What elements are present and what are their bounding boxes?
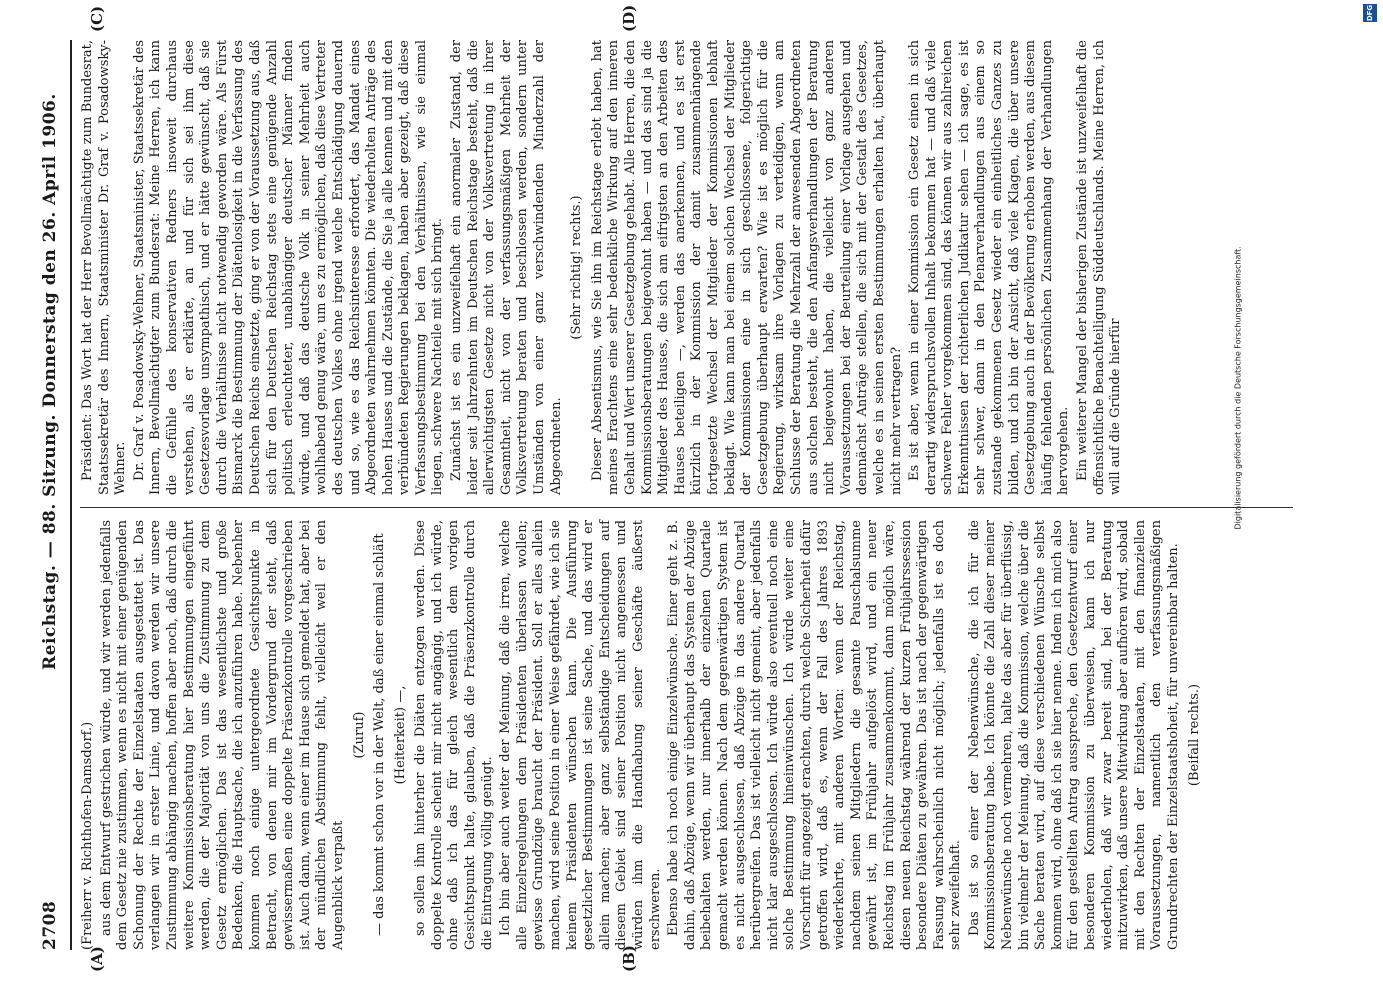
interjection: (Beifall rechts.) [1186,683,1202,787]
paragraph: Zunächst ist es ein unzweifelhaft ein anormaler Zustand, der leider seit Jahrzehnten im Deutschen Reichstage besteht, daß die allerwichtigsten Gesetze nicht von der Volksvertretung in ihrer Gesamtheit, nicht von der verfassungsmäßigen Mehrheit der Volksvertretung beraten und beschlossen werden, sondern unter Umständen von einer ganz verschwindenden Minderzahl der Abgeordneten. [449,40,564,495]
running-title: Reichstag. — 88. Sitzung. Donnerstag den 26. April 1906. [40,93,60,670]
interjection: (Heiterkeit) —, [392,685,408,785]
interjection: (Sehr richtig! rechts.) [569,195,585,340]
margin-marker-d: (D) [620,4,638,32]
paragraph: Ebenso habe ich noch einige Einzelwünsche. Einer geht z. B. dahin, daß Abzüge, wenn wir überhaupt das System der Abzüge beibehalten werden, nur innerhalb der einzelnen Quartale gemacht werden können. Nach dem gegenwärtigen System ist es nicht ausgeschlossen, daß Abzüge in das andere Quartal herübergreifen. Das ist vielleicht nicht gemeint, aber jedenfalls nicht klar ausgeschlossen. Ich würde also eventuell noch eine solche Bestimmung hineinwünschen. Ich würde weiter eine Vorschrift für angezeigt erachten, durch welche Sicherheit dafür getroffen wird, daß es, wenn der Fall des Jahres 1893 wiederkehrte, mit anderen Worten: wenn der Reichstag, nachdem seinen Mitgliedern die gesamte Pauschalsumme gewährt ist, im Frühjahr aufgelöst wird, und ein neuer Reichstag im Frühjahr zusammenkommt, dann möglich wäre, diesen neuen Reichstag während der kurzen Frühjahrssession besondere Diäten zu gewähren. Das ist nach der gegenwärtigen Fassung wahrscheinlich nicht möglich; jedenfalls ist es doch sehr zweifelhaft. [666,520,964,950]
margin-marker-b: (B) [620,945,638,972]
paragraph: Es ist aber, wenn in einer Kommission ein Gesetz einen in sich derartig widerspruchsvollen Inhalt bekommen hat — und daß viele schwere Fehler vorgekommen sind, das können wir aus zahlreichen Erkenntnissen der richterlichen Judikatur sehen — ich sage, es ist sehr schwer, dann in den Plenarverhandlungen aus einem so zustande gekommenen Gesetz wieder ein einheitliches Ganzes zu bilden, und ich bin der Ansicht, daß viele Klagen, die über unsere Gesetzgebung auch in der Bevölkerung erhoben werden, aus diesem häufig fehlenden persönlichen Zusammenhang der Verhandlungen hervorgehen. [907,40,1072,495]
paragraph: Ein weiterer Mangel der bisherigen Zustände ist unzweifelhaft die offensichtliche Benachteiligung Süddeutschlands. Meine Herren, ich will auf die Gründe hierfür [1075,40,1124,495]
page-number: 2708 [40,900,60,950]
paragraph: Ich bin aber auch weiter der Meinung, daß die irren, welche alle Einzelregelungen dem Präsidenten überlassen wollen; gewisse Grundzüge braucht der Präsident. Soll er alles allein machen, wird seine Position in einer Weise gefährdet, wie ich sie keinem Präsidenten wünschen kann. Die Ausführung gesetzlicher Bestimmungen ist seine Sache, und das wird er allein machen; aber ganz selbständige Entscheidungen auf diesem Gebiet sind seiner Position nicht angemessen und würden ihm die Handhabung seiner Geschäfte äußerst erschweren. [498,520,663,950]
paragraph: so sollen ihm hinterher die Diäten entzogen werden. Diese doppelte Kontrolle scheint mir nicht angängig, und ich würde, ohne daß ich das für gleich wesentlich dem vorigen Gesichtspunkt halte, glauben, daß die Präsenzkontrolle durch die Eintragung völlig genügt. [413,520,495,950]
paragraph: — das kommt schon vor in der Welt, daß einer einmal schläft [372,533,388,936]
header-rule [70,40,72,950]
paragraph: Dr. Graf v. Posadowsky-Wehner, Staatsminister, Staatssekretär des Innern, Bevollmächtigter zum Bundesrat: Meine Herren, ich kann die Gefühle des konservativen Redners insoweit durchaus verstehen, als er erklärte, an und für sich sei ihm diese Gesetzesvorlage unsympathisch, und er hätte gewünscht, daß sie durch die Verhältnisse nicht notwendig geworden wäre. Als Fürst Bismarck die Bestimmung der Diätenlosigkeit in die Verfassung des Deutschen Reichs einsetzte, ging er von der Voraussetzung aus, daß sich für den Deutschen Reichstag stets eine genügende Anzahl politisch erleuchteter, unabhängiger deutscher Männer finden würde, und daß das deutsche Volk in seiner Mehrheit auch wohlhabend genug wäre, um es zu ermöglichen, daß diese Vertreter des deutschen Volkes ohne irgend welche Entschädigung dauernd und so, wie es das Reichsinteresse erfordert, das Mandat eines Abgeordneten wahrnehmen könnten. Die wiederholten Anträge des hohen Hauses und die Zustände, die Sie ja alle kennen und mit den verbündeten Regierungen beklagen, haben aber gezeigt, daß diese Verfassungsbestimmung bei den Verhältnissen, wie sie einmal liegen, schwere Nachteile mit sich bringt. [131,40,446,495]
speaker-line: (Freiherr v. Richthofen-Damsdorf.) [80,721,95,950]
paragraph: Dieser Absentismus, wie Sie ihn im Reichstage erlebt haben, hat meines Erachtens eine sehr bedenkliche Wirkung auf den inneren Gehalt und Wert unserer Gesetzgebung gehabt. Alle Herren, die den Kommissionsberatungen beigewohnt haben — und das sind ja die Mitglieder des Hauses, die sich am eifrigsten an den Arbeiten des Hauses beteiligen —, werden das anerkennen, und es ist erst kürzlich in der Kommission der damit zusammenhängende fortgesetzte Wechsel der Mitglieder der Kommissionen lebhaft beklagt. Wie kann man bei einem solchen Wechsel der Mitglieder der Kommissionen eine in sich geschlossene, folgerichtige Gesetzgebung überhaupt erwarten? Wie ist es möglich für die Regierung, wirksam ihre Vorlagen zu verteidigen, wenn am Schlusse der Beratung die Mehrzahl der anwesenden Abgeordneten aus solchen besteht, die den Anfangsverhandlungen der Beratung nicht beigewohnt haben, die vielleicht von ganz anderen Voraussetzungen bei der Beurteilung einer Vorlage ausgehen und demnächst Anträge stellen, die sich mit der Gestalt des Gesetzes, welche es in seinen ersten Bestimmungen erhalten hat, überhaupt nicht mehr vertragen? [589,40,904,495]
paragraph: aus dem Entwurf gestrichen würde, und wir werden jedenfalls dem Gesetz nie zustimmen, wenn es nicht mit einer genügenden Schonung der Rechte der Einzelstaaten ausgestattet ist. Das verlangen wir in erster Linie, und davon werden wir unsere Zustimmung abhängig machen, hoffen aber noch, daß durch die weitere Kommissionsberatung hier Bestimmungen eingeführt werden, die der Majorität von uns die Zustimmung zu dem Gesetz ermöglichen. Das ist das wesentlichste und große Bedenken, die Hauptsache, die ich anzuführen habe. Nebenher kommen noch einige untergeordnete Gesichtspunkte in Betracht, von denen mir im Vordergrund der steht, daß gewissermaßen eine doppelte Präsenzkontrolle vorgeschrieben ist. Auch dann, wenn einer im Hause sich gemeldet hat, aber bei der mündlichen Abstimmung fehlt, vielleicht weil er den Augenblick verpaßt [98,520,346,950]
right-column [80,40,1293,495]
dfg-logo: DFG [1363,4,1377,22]
left-column [80,520,1293,950]
paragraph: Präsident: Das Wort hat der Herr Bevollmächtigte zum Bundesrat, Staatssekretär des Innern, Staatsminister Dr. Graf v. Posadowsky-Wehner. [80,40,129,495]
page-header [40,40,66,950]
interjection: (Zuruf) [351,711,367,759]
margin-marker-a: (A) [88,946,106,972]
paragraph: Das ist so einer der Nebenwünsche, die ich für die Kommissionsberatung habe. Ich könnte die Zahl dieser meiner Nebenwünsche noch vermehren, halte das aber für überflüssig, bin vielmehr der Meinung, daß die Kommission, welche über die Sache beraten wird, auf diese verschiedenen Wünsche selbst kommen wird, ohne daß ich sie hier nenne. Indem ich mich also für den gestellten Antrag ausspreche, den Gesetzentwurf einer besonderen Kommission zu überweisen, kann ich nur wiederholen, daß wir zwar bereit sind, bei der Beratung mitzuwirken, daß unsere Mitwirkung aber aufhören wird, sobald mit den Rechten der Einzelstaaten, mit den finanziellen Voraussetzungen, namentlich den verfassungsmäßigen Grundrechten der Einzelstaatshoheit, für unvereinbar halten. [966,520,1181,950]
digitization-note: Digitalisierung gefördert durch die Deutsche Forschungsgemeinschaft. [1233,246,1243,530]
margin-marker-c: (C) [88,5,106,32]
column-divider [80,507,1293,508]
